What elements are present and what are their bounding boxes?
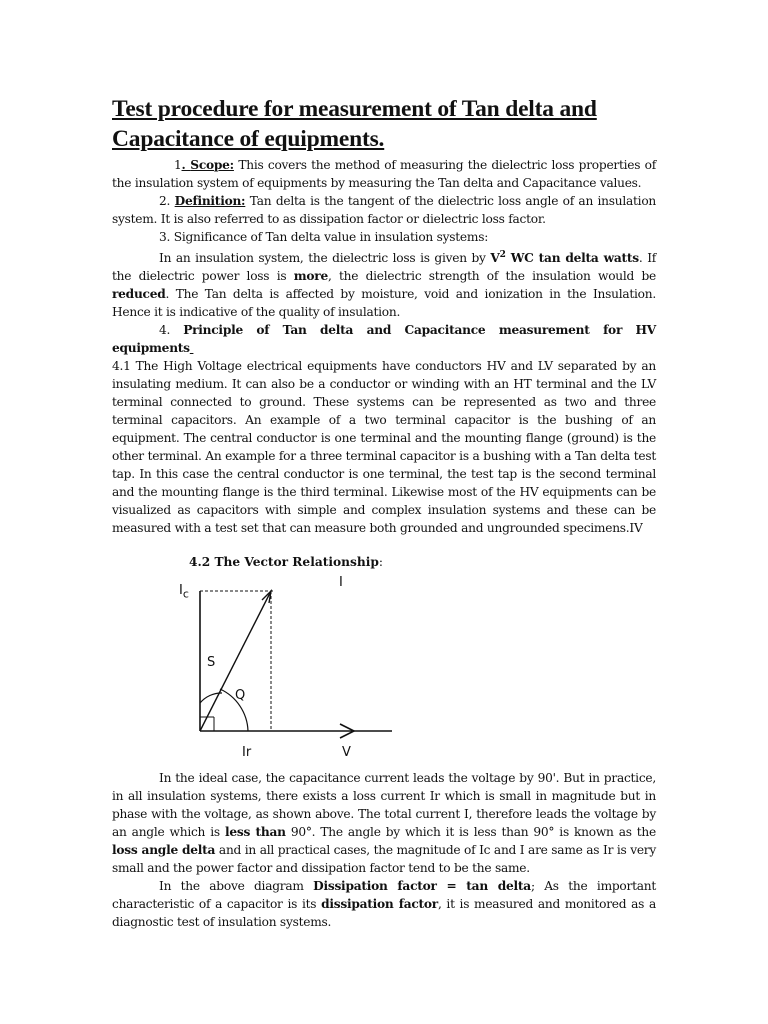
significance-paragraph: In an insulation system, the dielectric loss is given by $V^2$ WC tan delta watts. If the dielectric power loss is more, the dielectric strength of the insulation would be reduced. The Tan delta is affected by moisture, void and ionization in the Insulation. Hence it is indicative of the quality of insulation. [112, 250, 657, 320]
phasor-diagram-svg [112, 569, 656, 769]
document-title: Test procedure for measurement of Tan delta and Capacitance of equipments. [112, 96, 597, 152]
vector-heading: 4.2 The Vector Relationship: [189, 555, 383, 570]
dissipation-paragraph: In the above diagram Dissipation factor = tan delta; As the important characteristic of a capacitor is its dissipation factor, it is measured and monitored as a diagnostic test of insulation systems. [112, 879, 657, 930]
ideal-case-paragraph: In the ideal case, the capacitance current leads the voltage by 90'. But in practice, in all insulation systems, there exists a loss current Ir which is small in magnitude but in phase with the voltage, as shown above. The total current I, therefore leads the voltage by an angle which is less than 90°. The angle by which it is less than 90° is known as the loss angle delta and in all practical cases, the magnitude of Ic and I are same as Ir is very small and the power factor and dissipation factor tend to be the same. [112, 771, 656, 876]
definition-label: Definition: [174, 194, 246, 208]
vector-diagram [112, 569, 656, 769]
scope-text: This covers the method of measuring the dielectric loss properties of the insulation system of equipments by measuring the Tan delta and Capacitance values. [112, 158, 656, 190]
principle-heading: 4. Principle of Tan delta and Capacitance measurement for HV equipments [112, 323, 656, 356]
loss-formula: $V^2$ WC tan delta watts [490, 250, 639, 266]
label-v: V [342, 745, 351, 761]
label-s: S [207, 655, 216, 671]
principle-paragraph: 4.1 The High Voltage electrical equipments have conductors HV and LV separated by an insulating medium. It can also be a conductor or winding with an HT terminal and the LV terminal connected to ground. These systems can be represented as two and three terminal capacitors. An example of a two terminal capacitor is the bushing of an equipment. The central conductor is one terminal and the mounting flange (ground) is the other terminal. An example for a three terminal capacitor is a bushing with a Tan delta test tap. In this case the central conductor is one terminal, the test tap is the second terminal and the mounting flange is the third terminal. Likewise most of the HV equipments can be visualized as capacitors with simple and complex insulation systems and these can be measured with a test set that can measure both grounded and ungrounded specimens.IV [112, 359, 656, 536]
definition-paragraph [112, 192, 656, 228]
label-q: Q [235, 688, 246, 704]
label-i: I [339, 575, 343, 591]
label-ir: Ir [242, 745, 252, 761]
definition-number: 2. [159, 194, 171, 208]
significance-heading: 3. Significance of Tan delta value in insulation systems: [159, 230, 489, 244]
document-page [112, 94, 656, 931]
definition-text: Tan delta is the tangent of the dielectric loss angle of an insulation system. It is also referred to as dissipation factor or dielectric loss factor. [112, 194, 657, 226]
label-ic: $I_c$ [179, 583, 189, 601]
scope-label: . Scope: [181, 158, 234, 172]
scope-number: 1 [174, 158, 182, 172]
scope-paragraph [112, 156, 656, 192]
